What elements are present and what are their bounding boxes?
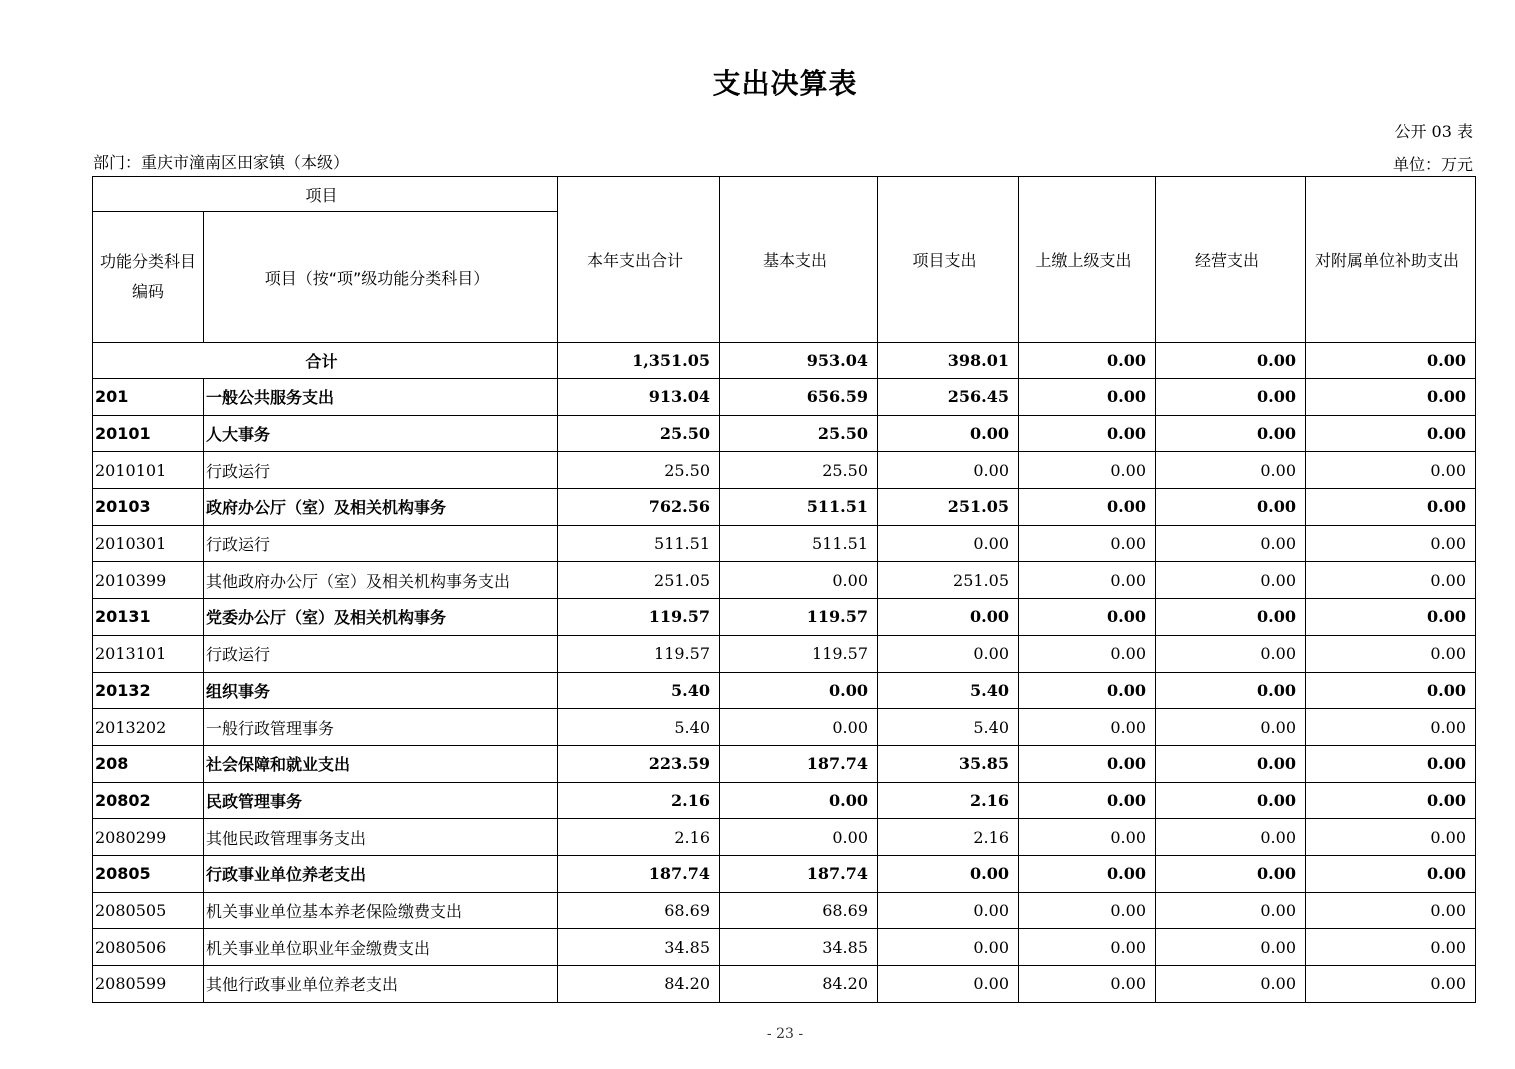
row-value: 0.00 — [1306, 525, 1476, 562]
header-total: 本年支出合计 — [558, 177, 720, 343]
row-code: 201 — [93, 379, 204, 416]
total-value: 953.04 — [720, 343, 878, 379]
row-code: 20802 — [93, 782, 204, 819]
row-value: 0.00 — [1306, 709, 1476, 746]
header-code: 功能分类科目编码 — [93, 212, 204, 343]
row-value: 0.00 — [1156, 745, 1306, 782]
row-name: 机关事业单位基本养老保险缴费支出 — [204, 892, 558, 929]
form-number: 公开 03 表 — [1394, 122, 1473, 141]
row-value: 0.00 — [1156, 379, 1306, 416]
row-value: 2.16 — [878, 819, 1019, 856]
row-value: 0.00 — [1019, 635, 1156, 672]
row-value: 0.00 — [878, 929, 1019, 966]
row-value: 0.00 — [1019, 855, 1156, 892]
header-operating: 经营支出 — [1156, 177, 1306, 343]
row-name: 党委办公厅（室）及相关机构事务 — [204, 599, 558, 636]
row-code: 20103 — [93, 489, 204, 526]
row-value: 0.00 — [878, 415, 1019, 452]
total-value: 0.00 — [1156, 343, 1306, 379]
row-value: 187.74 — [558, 855, 720, 892]
total-value: 0.00 — [1019, 343, 1156, 379]
row-value: 119.57 — [558, 599, 720, 636]
row-value: 251.05 — [878, 562, 1019, 599]
row-value: 0.00 — [1156, 489, 1306, 526]
row-value: 0.00 — [1019, 599, 1156, 636]
row-code: 2013101 — [93, 635, 204, 672]
row-name: 人大事务 — [204, 415, 558, 452]
row-value: 0.00 — [1306, 672, 1476, 709]
row-value: 187.74 — [720, 855, 878, 892]
table-row — [93, 782, 1476, 819]
row-value: 0.00 — [1306, 489, 1476, 526]
row-value: 256.45 — [878, 379, 1019, 416]
row-value: 0.00 — [1306, 599, 1476, 636]
row-value: 5.40 — [878, 709, 1019, 746]
row-value: 0.00 — [878, 855, 1019, 892]
row-code: 20805 — [93, 855, 204, 892]
row-value: 0.00 — [720, 782, 878, 819]
row-value: 511.51 — [720, 525, 878, 562]
row-name: 其他行政事业单位养老支出 — [204, 966, 558, 1003]
row-value: 84.20 — [720, 966, 878, 1003]
row-value: 251.05 — [878, 489, 1019, 526]
row-code: 2080299 — [93, 819, 204, 856]
row-value: 0.00 — [1156, 415, 1306, 452]
table-row — [93, 672, 1476, 709]
row-name: 机关事业单位职业年金缴费支出 — [204, 929, 558, 966]
row-value: 0.00 — [1156, 599, 1306, 636]
row-value: 0.00 — [1156, 892, 1306, 929]
row-value: 25.50 — [720, 452, 878, 489]
page-number: - 23 - — [766, 1026, 804, 1042]
row-value: 0.00 — [878, 525, 1019, 562]
row-value: 0.00 — [720, 819, 878, 856]
total-label: 合计 — [93, 343, 558, 379]
total-value: 398.01 — [878, 343, 1019, 379]
row-name: 组织事务 — [204, 672, 558, 709]
row-value: 0.00 — [1019, 379, 1156, 416]
table-row — [93, 562, 1476, 599]
total-value: 1,351.05 — [558, 343, 720, 379]
row-value: 0.00 — [878, 599, 1019, 636]
row-value: 762.56 — [558, 489, 720, 526]
header-subsidy: 对附属单位补助支出 — [1306, 177, 1476, 343]
row-code: 20101 — [93, 415, 204, 452]
row-value: 0.00 — [878, 892, 1019, 929]
table-row — [93, 709, 1476, 746]
row-value: 0.00 — [1306, 892, 1476, 929]
row-code: 20132 — [93, 672, 204, 709]
row-value: 0.00 — [1306, 379, 1476, 416]
header-basic: 基本支出 — [720, 177, 878, 343]
row-code: 2080505 — [93, 892, 204, 929]
row-value: 0.00 — [1019, 525, 1156, 562]
total-row — [93, 343, 1476, 379]
row-code: 20131 — [93, 599, 204, 636]
header-project-expenditure: 项目支出 — [878, 177, 1019, 343]
row-name: 一般行政管理事务 — [204, 709, 558, 746]
table-row — [93, 489, 1476, 526]
row-value: 656.59 — [720, 379, 878, 416]
row-value: 0.00 — [1306, 855, 1476, 892]
row-name: 行政运行 — [204, 635, 558, 672]
row-name: 行政事业单位养老支出 — [204, 855, 558, 892]
row-value: 0.00 — [1156, 452, 1306, 489]
row-value: 0.00 — [1156, 709, 1306, 746]
row-name: 其他政府办公厅（室）及相关机构事务支出 — [204, 562, 558, 599]
header-upper-level: 上缴上级支出 — [1019, 177, 1156, 343]
expenditure-table — [92, 176, 1476, 1003]
table-row — [93, 892, 1476, 929]
page-title: 支出决算表 — [712, 67, 858, 100]
row-code: 2080599 — [93, 966, 204, 1003]
row-value: 2.16 — [878, 782, 1019, 819]
row-code: 2010101 — [93, 452, 204, 489]
row-code: 2080506 — [93, 929, 204, 966]
table-row — [93, 415, 1476, 452]
row-value: 0.00 — [1306, 819, 1476, 856]
row-value: 0.00 — [1156, 782, 1306, 819]
row-value: 0.00 — [1019, 672, 1156, 709]
row-value: 511.51 — [720, 489, 878, 526]
row-value: 0.00 — [1019, 782, 1156, 819]
row-value: 0.00 — [1156, 672, 1306, 709]
row-value: 0.00 — [1306, 782, 1476, 819]
department-label: 部门：重庆市潼南区田家镇（本级） — [93, 153, 350, 172]
row-value: 0.00 — [1019, 489, 1156, 526]
row-value: 0.00 — [1156, 635, 1306, 672]
row-value: 34.85 — [720, 929, 878, 966]
row-name: 民政管理事务 — [204, 782, 558, 819]
row-value: 0.00 — [1019, 929, 1156, 966]
row-name: 行政运行 — [204, 452, 558, 489]
table-header — [93, 177, 1476, 343]
row-value: 119.57 — [720, 635, 878, 672]
total-value: 0.00 — [1306, 343, 1476, 379]
row-value: 0.00 — [1019, 452, 1156, 489]
row-value: 25.50 — [558, 452, 720, 489]
row-value: 0.00 — [720, 672, 878, 709]
row-value: 0.00 — [1156, 562, 1306, 599]
row-value: 34.85 — [558, 929, 720, 966]
header-name: 项目（按“项”级功能分类科目） — [204, 212, 558, 343]
row-value: 0.00 — [1019, 966, 1156, 1003]
row-code: 2010399 — [93, 562, 204, 599]
table-row — [93, 525, 1476, 562]
row-code: 208 — [93, 745, 204, 782]
row-value: 25.50 — [558, 415, 720, 452]
row-value: 0.00 — [1306, 562, 1476, 599]
row-value: 0.00 — [1019, 819, 1156, 856]
table-row — [93, 819, 1476, 856]
table-row — [93, 966, 1476, 1003]
row-value: 0.00 — [1156, 966, 1306, 1003]
row-value: 25.50 — [720, 415, 878, 452]
row-value: 0.00 — [1306, 966, 1476, 1003]
table-row — [93, 855, 1476, 892]
row-code: 2010301 — [93, 525, 204, 562]
row-value: 511.51 — [558, 525, 720, 562]
row-value: 35.85 — [878, 745, 1019, 782]
unit-label: 单位：万元 — [1392, 155, 1473, 174]
row-value: 0.00 — [720, 709, 878, 746]
row-value: 119.57 — [720, 599, 878, 636]
row-name: 一般公共服务支出 — [204, 379, 558, 416]
row-value: 0.00 — [1156, 819, 1306, 856]
row-value: 0.00 — [1156, 855, 1306, 892]
row-value: 187.74 — [720, 745, 878, 782]
row-value: 0.00 — [1306, 929, 1476, 966]
row-value: 84.20 — [558, 966, 720, 1003]
table-body — [93, 343, 1476, 1003]
header-project: 项目 — [93, 177, 558, 212]
row-value: 0.00 — [1306, 415, 1476, 452]
row-value: 0.00 — [878, 966, 1019, 1003]
table-row — [93, 635, 1476, 672]
row-code: 2013202 — [93, 709, 204, 746]
row-value: 5.40 — [558, 709, 720, 746]
row-value: 0.00 — [1019, 562, 1156, 599]
table-row — [93, 599, 1476, 636]
row-value: 0.00 — [878, 635, 1019, 672]
row-value: 68.69 — [720, 892, 878, 929]
row-value: 0.00 — [1019, 892, 1156, 929]
row-value: 0.00 — [1306, 745, 1476, 782]
row-name: 政府办公厅（室）及相关机构事务 — [204, 489, 558, 526]
row-value: 0.00 — [1019, 709, 1156, 746]
row-name: 行政运行 — [204, 525, 558, 562]
row-value: 2.16 — [558, 782, 720, 819]
table-row — [93, 379, 1476, 416]
row-name: 其他民政管理事务支出 — [204, 819, 558, 856]
row-value: 0.00 — [1156, 525, 1306, 562]
table-row — [93, 452, 1476, 489]
row-value: 2.16 — [558, 819, 720, 856]
row-value: 0.00 — [1306, 635, 1476, 672]
row-value: 68.69 — [558, 892, 720, 929]
row-value: 0.00 — [1306, 452, 1476, 489]
row-name: 社会保障和就业支出 — [204, 745, 558, 782]
row-value: 0.00 — [720, 562, 878, 599]
row-value: 223.59 — [558, 745, 720, 782]
row-value: 913.04 — [558, 379, 720, 416]
row-value: 251.05 — [558, 562, 720, 599]
table-row — [93, 745, 1476, 782]
row-value: 0.00 — [1156, 929, 1306, 966]
row-value: 5.40 — [558, 672, 720, 709]
row-value: 0.00 — [1019, 415, 1156, 452]
row-value: 5.40 — [878, 672, 1019, 709]
row-value: 119.57 — [558, 635, 720, 672]
row-value: 0.00 — [878, 452, 1019, 489]
row-value: 0.00 — [1019, 745, 1156, 782]
table-row — [93, 929, 1476, 966]
